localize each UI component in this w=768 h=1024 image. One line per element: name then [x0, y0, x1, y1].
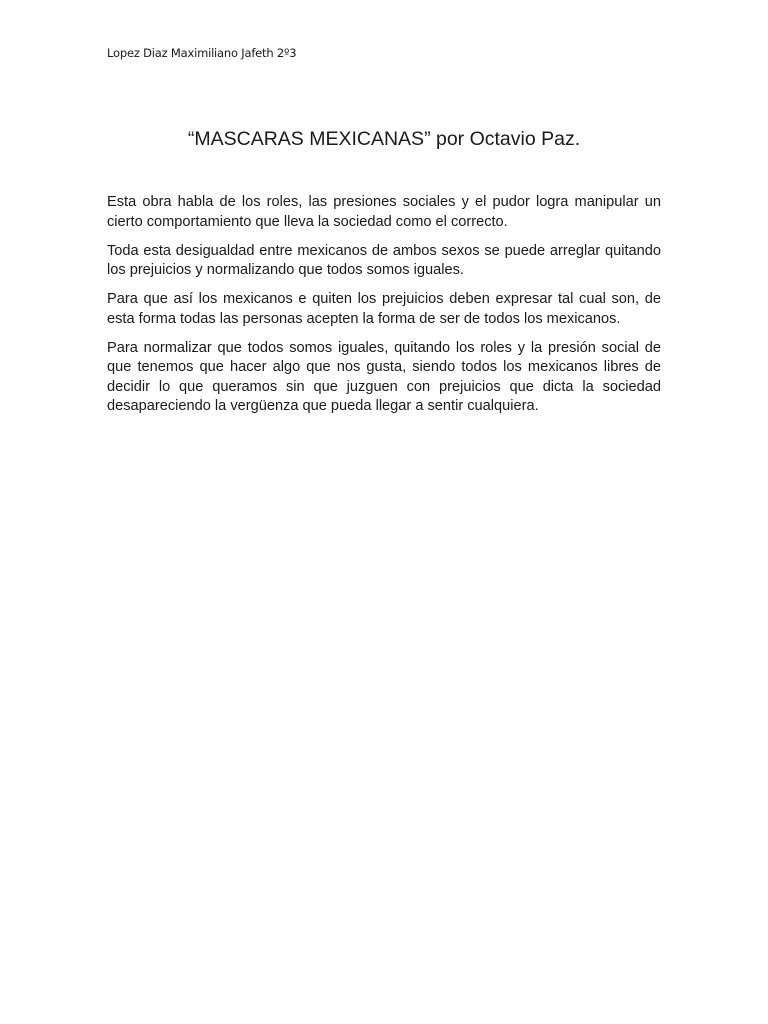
paragraph-2: Toda esta desigualdad entre mexicanos de ambos sexos se puede arreglar quitando los prejuicios y normalizando que todos somos iguales.	[107, 242, 661, 278]
author-header: Lopez Diaz Maximiliano Jafeth 2º3	[107, 46, 297, 60]
paragraph-1: Esta obra habla de los roles, las presiones sociales y el pudor logra manipular un cierto comportamiento que lleva la sociedad como el correcto.	[107, 194, 661, 230]
paragraph-3: Para que así los mexicanos e quiten los prejuicios deben expresar tal cual son, de esta forma todas las personas acepten la forma de ser de todos los mexicanos.	[107, 291, 661, 327]
document-title: “MASCARAS MEXICANAS” por Octavio Paz.	[187, 128, 581, 150]
document-body	[107, 193, 661, 426]
paragraph-4: Para normalizar que todos somos iguales, quitando los roles y la presión social de que tenemos que hacer algo que nos gusta, siendo todos los mexicanos libres de decidir lo que queramos sin que juzguen con prejuicios que dicta la sociedad desapareciendo la vergüenza que pueda llegar a sentir cualquiera.	[107, 339, 661, 414]
